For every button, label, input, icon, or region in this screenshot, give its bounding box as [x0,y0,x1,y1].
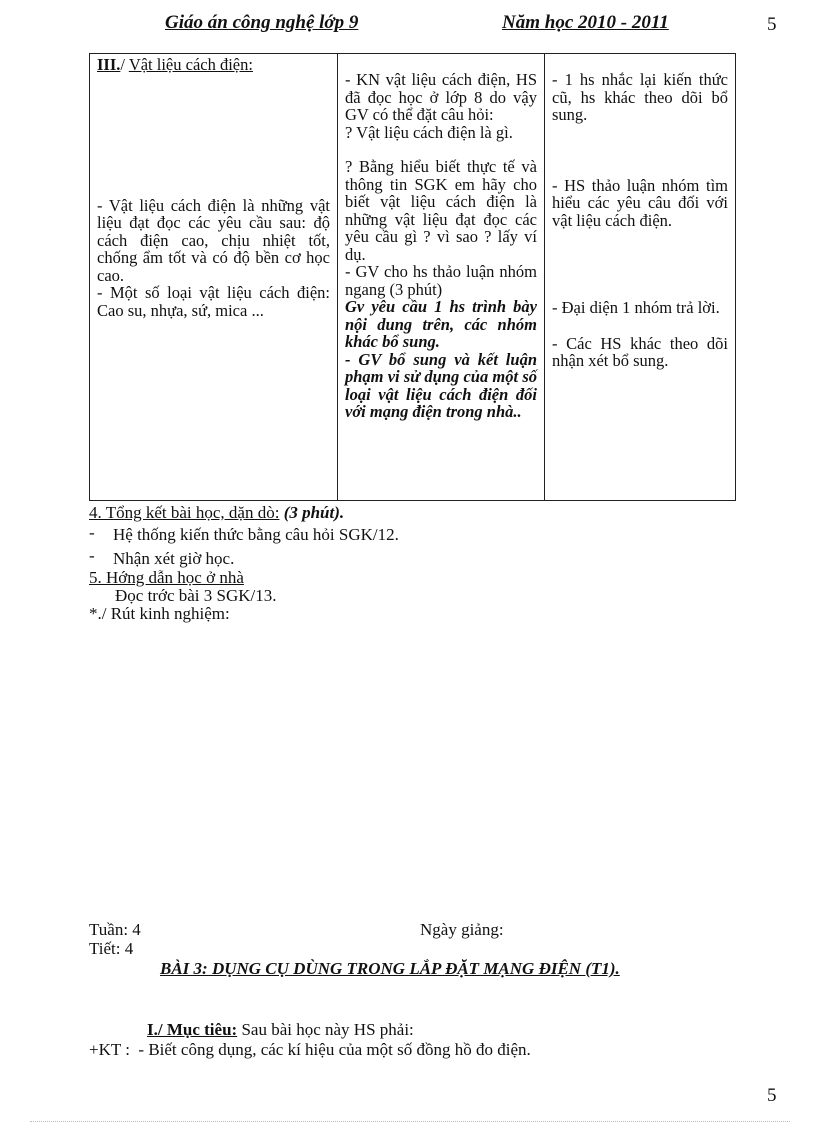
section-heading: III./ Vật liệu cách điện: [97,55,253,74]
header-left: Giáo án công nghệ lớp 9 [165,12,359,33]
student-column [545,54,736,501]
teacher-p1: - KN vật liệu cách điện, HS đã đọc học ở lớp 8 do vậy GV có thể đặt câu hỏi: [345,70,537,124]
student-p3: - Đại diện 1 nhóm trả lời. [552,298,720,317]
page-number-bottom: 5 [767,1085,777,1106]
student-p1: - 1 hs nhắc lại kiến thức cũ, hs khác theo dõi bổ sung. [552,70,728,124]
table-row [90,54,736,501]
teacher-p5: Gv yêu cầu 1 hs trình bày nội dung trên, các nhóm khác bổ sung. [345,297,537,351]
summary-item: Hệ thống kiến thức bằng câu hỏi SGK/12. [113,525,399,544]
homework-text: Đọc trớc bài 3 SGK/13. [115,586,277,605]
definition-text: - Vật liệu cách điện là những vật liệu đạt đọc các yêu cầu sau: độ cách điện cao, chịu nhiệt tốt, chống ẩm tốt và có độ bền cơ học cao. [97,195,330,285]
teacher-p3: ? Bằng hiểu biết thực tế và thông tin SGK em hãy cho biết vật liệu cách điện là những vật liệu đạt đọc các yêu cầu gì ? vì sao ? lấy ví dụ. [345,157,537,264]
teacher-column [338,54,545,501]
bullet-icon: - [89,523,95,542]
teacher-p2: ? Vật liệu cách điện là gì. [345,122,513,142]
week-label: Tuần: 4 [89,920,141,939]
lesson-table [89,53,736,501]
examples-text: - Một số loại vật liệu cách điện: Cao su, nhựa, sứ, mica ... [97,283,330,320]
bullet-icon: - [89,546,95,565]
page-edge-divider [30,1121,790,1122]
experience-label: *./ Rút kinh nghiệm: [89,604,230,623]
content-column [90,54,338,501]
homework-heading: 5. Hớng dẫn học ở nhà [89,568,244,587]
knowledge-line: +KT : - Biết công dụng, các kí hiệu của một số đồng hồ đo điện. [89,1040,531,1059]
summary-item: Nhận xét giờ học. [113,549,235,568]
period-label: Tiết: 4 [89,939,134,958]
summary-heading: 4. Tổng kết bài học, dặn dò: (3 phút). [89,503,345,522]
teacher-p6: - GV bổ sung và kết luận phạm vi sử dụng của một số loại vật liệu cách điện đối với mạng điện trong nhà.. [345,349,537,421]
student-p2: - HS thảo luận nhóm tìm hiểu các yêu câu đối với vật liệu cách điện. [552,175,728,230]
objectives-line: I./ Mục tiêu: Sau bài học này HS phải: [147,1020,414,1039]
page-number-top: 5 [767,14,777,35]
student-p4: - Các HS khác theo dõi nhận xét bổ sung. [552,333,728,370]
teach-date-label: Ngày giảng: [420,920,504,939]
header-right: Năm học 2010 - 2011 [502,12,669,33]
teacher-p4: - GV cho hs thảo luận nhóm ngang (3 phút) [345,262,537,299]
lesson-title: BÀI 3: DỤNG CỤ DÙNG TRONG LẮP ĐẶT MẠNG ĐIỆN (T1). [160,959,620,978]
